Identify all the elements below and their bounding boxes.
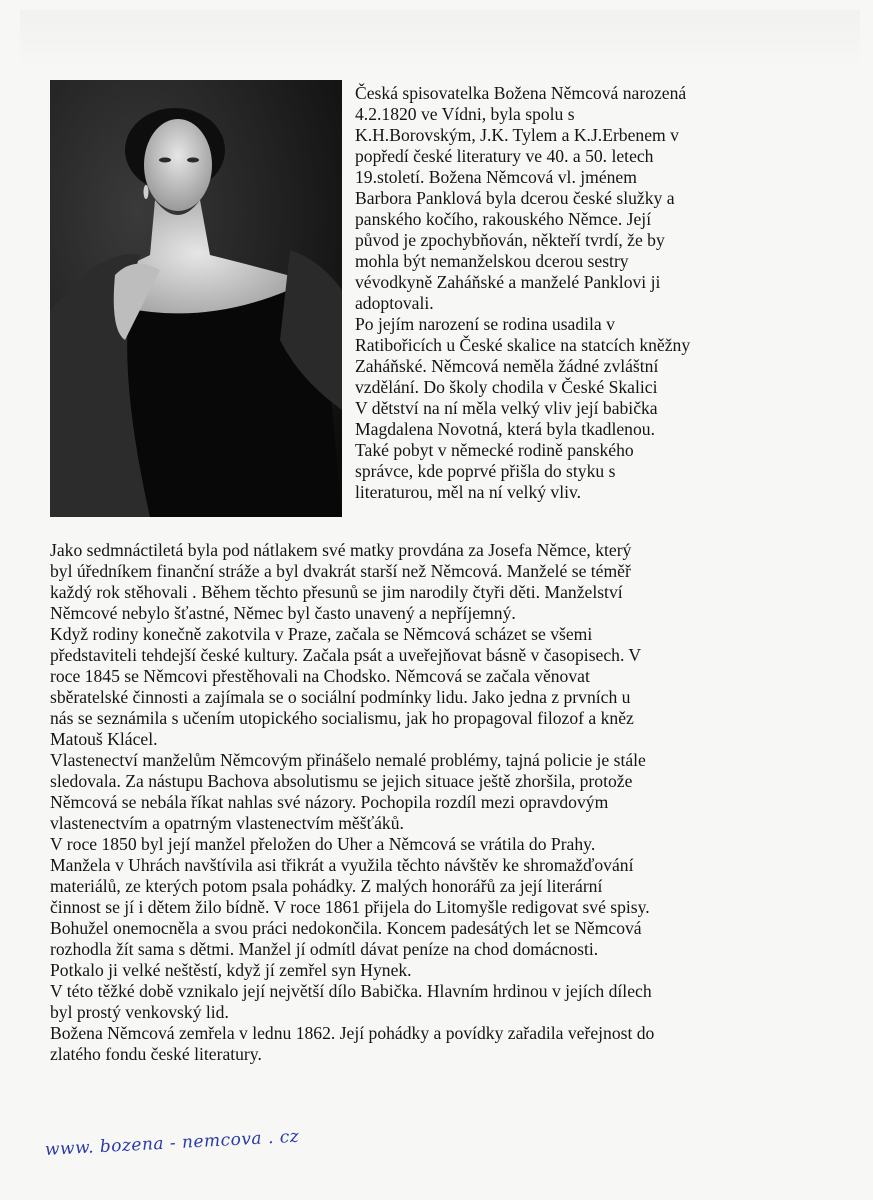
text-line: Ratibořicích u České skalice na statcích kněžny xyxy=(355,335,691,355)
portrait-image xyxy=(50,80,342,517)
text-line: Když rodiny konečně zakotvila v Praze, začala se Němcová scházet se všemi xyxy=(50,624,593,644)
text-line: Němcová se nebála říkat nahlas své názory. Pochopila rozdíl mezi opravdovým xyxy=(50,792,609,812)
text-line: zlatého fondu české literatury. xyxy=(50,1044,262,1064)
text-line: Barbora Panklová byla dcerou české služky a xyxy=(355,188,675,208)
portrait-illustration xyxy=(50,80,342,517)
text-line: byl úředníkem finanční stráže a byl dvakrát starší než Němcová. Manželé se téměř xyxy=(50,561,631,581)
text-line: Manžela v Uhrách navštívila asi třikrát a využila těchto návštěv ke shromažďování xyxy=(50,855,634,875)
body-text xyxy=(50,540,654,1065)
text-line: vlastenectvím a opatrným vlastenectvím měšťáků. xyxy=(50,813,404,833)
text-line: vzdělání. Do školy chodila v České Skalici xyxy=(355,377,658,397)
text-line: 4.2.1820 ve Vídni, byla spolu s xyxy=(355,104,575,124)
text-line: byl prostý venkovský lid. xyxy=(50,1002,229,1022)
text-line: adoptovali. xyxy=(355,293,434,313)
text-line: literaturou, měl na ní velký vliv. xyxy=(355,482,582,502)
text-line: vévodkyně Zaháňské a manželé Panklovi ji xyxy=(355,272,661,292)
text-line: 19.století. Božena Němcová vl. jménem xyxy=(355,167,637,187)
text-line: nás se seznámila s učením utopického socialismu, jak ho propagoval filozof a kněz xyxy=(50,708,634,728)
text-line: rozhodla žít sama s dětmi. Manžel jí odmítl dávat peníze na chod domácnosti. xyxy=(50,939,599,959)
text-line: představiteli tehdejší české kultury. Začala psát a uveřejňovat básně v časopisech. V xyxy=(50,645,642,665)
text-line: sledovala. Za nástupu Bachova absolutismu se jejich situace ještě zhoršila, protože xyxy=(50,771,633,791)
text-line: Česká spisovatelka Božena Němcová narozená xyxy=(355,83,687,103)
text-line: K.H.Borovským, J.K. Tylem a K.J.Erbenem v xyxy=(355,125,679,145)
text-line: každý rok stěhovali . Během těchto přesunů se jim narodily čtyři děti. Manželství xyxy=(50,582,623,602)
text-line: Božena Němcová zemřela v lednu 1862. Její pohádky a povídky zařadila veřejnost do xyxy=(50,1023,655,1043)
text-line: V roce 1850 byl její manžel přeložen do Uher a Němcová se vrátila do Prahy. xyxy=(50,834,596,854)
text-line: mohla být nemanželskou dcerou sestry xyxy=(355,251,629,271)
handwritten-url: www. bozena - nemcova . cz xyxy=(44,1126,300,1160)
text-line: Zaháňské. Němcová neměla žádné zvláštní xyxy=(355,356,659,376)
text-line: materiálů, ze kterých potom psala pohádky. Z malých honorářů za její literární xyxy=(50,876,603,896)
text-line: sběratelské činnosti a zajímala se o sociální podmínky lidu. Jako jedna z prvních u xyxy=(50,687,631,707)
text-line: V této těžké době vznikalo její největší dílo Babička. Hlavním hrdinou v jejích dílech xyxy=(50,981,652,1001)
text-line: roce 1845 se Němcovi přestěhovali na Chodsko. Němcová se začala věnovat xyxy=(50,666,590,686)
intro-paragraph xyxy=(355,83,690,503)
text-line: Magdalena Novotná, která byla tkadlenou. xyxy=(355,419,655,439)
text-line: popředí české literatury ve 40. a 50. letech xyxy=(355,146,654,166)
text-line: panského kočího, rakouského Němce. Její xyxy=(355,209,652,229)
text-line: Bohužel onemocněla a svou práci nedokončila. Koncem padesátých let se Němcová xyxy=(50,918,642,938)
text-line: původ je zpochybňován, někteří tvrdí, že by xyxy=(355,230,665,250)
text-line: Matouš Klácel. xyxy=(50,729,158,749)
text-line: Po jejím narození se rodina usadila v xyxy=(355,314,615,334)
text-line: Jako sedmnáctiletá byla pod nátlakem své matky provdána za Josefa Němce, který xyxy=(50,540,632,560)
text-line: činnost se jí i dětem žilo bídně. V roce 1861 přijela do Litomyšle redigovat své spisy. xyxy=(50,897,650,917)
text-line: V dětství na ní měla velký vliv její babička xyxy=(355,398,658,418)
text-line: Také pobyt v německé rodině panského xyxy=(355,440,634,460)
page-edge-shadow xyxy=(20,10,860,70)
text-line: Němcové nebylo šťastné, Němec byl často unavený a nepříjemný. xyxy=(50,603,516,623)
text-line: Vlastenectví manželům Němcovým přinášelo nemalé problémy, tajná policie je stále xyxy=(50,750,646,770)
text-line: správce, kde poprvé přišla do styku s xyxy=(355,461,616,481)
text-line: Potkalo ji velké neštěstí, když jí zemřel syn Hynek. xyxy=(50,960,412,980)
